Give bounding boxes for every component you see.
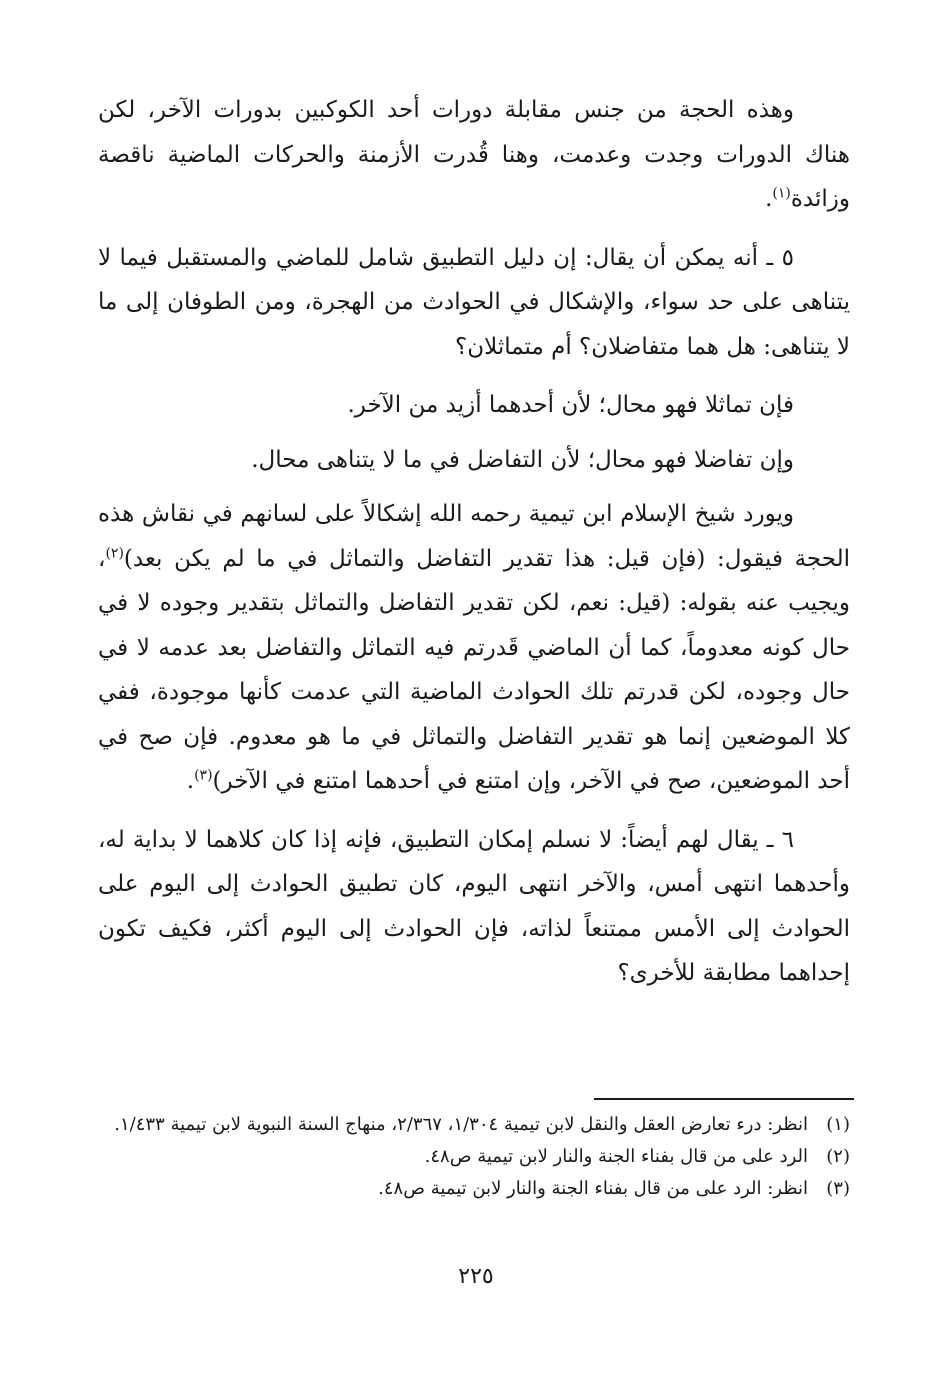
footnote-ref-2[interactable]: (٢) — [105, 544, 124, 561]
footnote-number: (١) — [826, 1114, 850, 1135]
paragraph-text: ٥ ـ أنه يمكن أن يقال: إن دليل التطبيق شامل للماضي والمستقبل فيما لا يتناهى على حد سواء، والإشكال في الحوادث من الهجرة، ومن الطوفان إلى ما لا يتناهى: هل هما متفاضلان؟ أم متماثلان؟ — [98, 244, 850, 360]
footnote-text: الرد على من قال بفناء الجنة والنار لابن تيمية ص٤٨. — [424, 1146, 808, 1167]
footnote-item — [98, 1174, 850, 1204]
paragraph-text: وإن تفاضلا فهو محال؛ لأن التفاضل في ما لا يتناهى محال. — [251, 446, 794, 473]
page-number: ٢٢٥ — [458, 1264, 494, 1289]
footnote-separator — [594, 1098, 854, 1100]
footnote-item — [98, 1110, 850, 1140]
paragraph-text: فإن تماثلا فهو محال؛ لأن أحدهما أزيد من الآخر. — [347, 392, 794, 418]
paragraph-tail: . — [765, 186, 773, 212]
footnote-number: (٣) — [826, 1178, 850, 1199]
footnote-number: (٢) — [826, 1146, 850, 1167]
paragraph-5 — [98, 492, 850, 804]
footnote-item — [98, 1142, 850, 1172]
paragraph-tail: ، ويجيب عنه بقوله: (قيل: نعم، لكن تقدير التفاضل والتماثل بتقدير وجوده لا في حال كونه معدوماً، كما أن الماضي قَدرتم فيه التماثل والتفاضل بعد عدمه لا في حال وجوده، لكن قدرتم تلك الحوادث الماضية التي عدمت كأنها موجودة، ففي كلا الموضعين إنما هو تقدير التفاضل والتماثل في ما هو معدوم. فإن صح في أحد الموضعين، صح في الآخر، وإن امتنع في أحدهما امتنع في الآخر) — [98, 545, 850, 794]
paragraph-text: ٦ ـ يقال لهم أيضاً: لا نسلم إمكان التطبيق، فإنه إذا كان كلاهما لا بداية له، وأحدهما انتهى أمس، والآخر انتهى اليوم، كان تطبيق الحوادث إلى اليوم على الحوادث إلى الأمس ممتنعاً لذاته، فإن الحوادث إلى اليوم أكثر، فكيف تكون إحداهما مطابقة للأخرى؟ — [98, 826, 850, 986]
paragraph-tail-2: . — [186, 768, 195, 794]
paragraph-1 — [98, 88, 850, 222]
paragraph-6 — [98, 818, 850, 996]
paragraph-text: ويورد شيخ الإسلام ابن تيمية رحمه الله إشكالاً على لسانهم في نقاش هذه الحجة فيقول: (فإن قيل: هذا تقدير التفاضل والتماثل في ما لم يكن بعد) — [98, 501, 850, 572]
paragraph-2 — [98, 236, 850, 370]
footnote-ref-1[interactable]: (١) — [772, 185, 791, 202]
footnotes — [98, 1110, 850, 1206]
paragraph-3 — [98, 383, 850, 428]
footnote-text: انظر: درء تعارض العقل والنقل لابن تيمية ١/٣٠٤، ٢/٣٦٧، منهاج السنة النبوية لابن تيمية ١/٤٣٣. — [114, 1114, 808, 1135]
main-text — [98, 88, 850, 1010]
paragraph-4 — [98, 438, 850, 483]
footnote-ref-3[interactable]: (٣) — [194, 767, 213, 784]
paragraph-text: وهذه الحجة من جنس مقابلة دورات أحد الكوكبين بدورات الآخر، لكن هناك الدورات وجدت وعدمت، وهنا قُدرت الأزمنة والحركات الماضية ناقصة وزائدة — [98, 97, 850, 212]
footnote-text: انظر: الرد على من قال بفناء الجنة والنار لابن تيمية ص٤٨. — [378, 1178, 808, 1199]
